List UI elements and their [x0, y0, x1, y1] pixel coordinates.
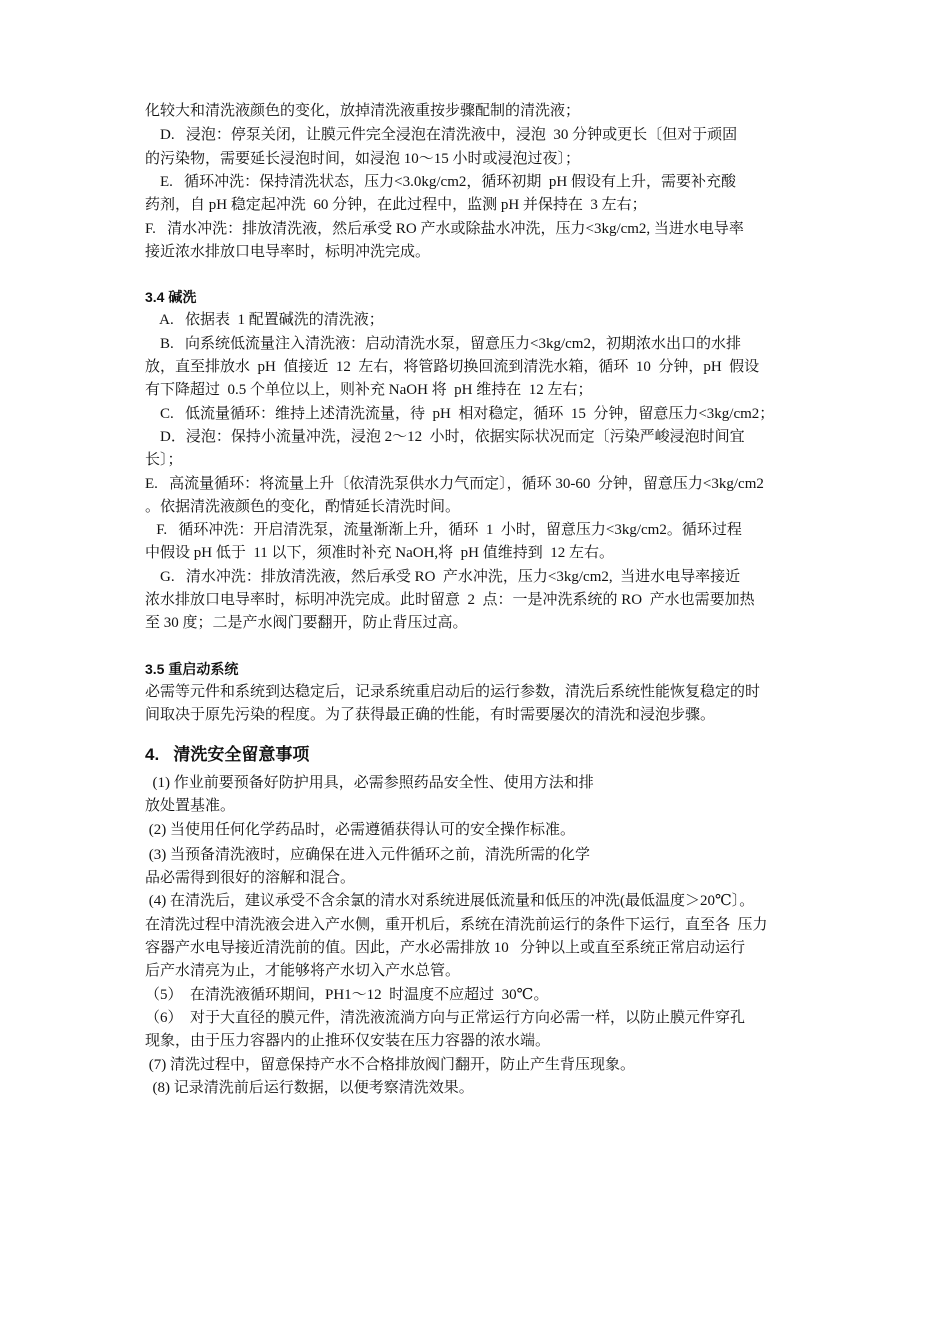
paragraph-line: F. 循环冲洗：开启清洗泵，流量渐渐上升，循环 1 小时，留意压力<3kg/cm2。循环过程: [145, 522, 742, 538]
paragraph-line: (7) 清洗过程中，留意保持产水不合格排放阀门翻开，防止产生背压现象。: [145, 1057, 635, 1073]
paragraph-line: (2) 当使用任何化学药品时，必需遵循获得认可的安全操作标准。: [145, 822, 575, 838]
paragraph-line: (4) 在清洗后，建议承受不含余氯的清水对系统进展低流量和低压的冲洗(最低温度＞20℃〕。: [145, 893, 755, 909]
paragraph-line: C. 低流量循环：维持上述清洗流量，待 pH 相对稳定，循环 15 分钟，留意压力<3kg/cm2；: [145, 406, 775, 422]
paragraph-line: （5） 在清洗液循环期间，PH1～12 时温度不应超过 30℃。: [145, 987, 549, 1003]
paragraph-line: （6） 对于大直径的膜元件，清洗液流淌方向与正常运行方向必需一样，以防止膜元件穿孔: [145, 1010, 746, 1026]
paragraph-line: F. 清水冲洗：排放清洗液，然后承受 RO 产水或除盐水冲洗，压力<3kg/cm2, 当进水电导率: [145, 221, 744, 237]
paragraph-line: 中假设 pH 低于 11 以下，须准时补充 NaOH,将 pH 值维持到 12 左右。: [145, 545, 615, 561]
paragraph-line: 长〕；: [145, 452, 183, 468]
section-heading: 4. 清洗安全留意事项: [145, 745, 310, 764]
paragraph-line: 浓水排放口电导率时，标明冲洗完成。此时留意 2 点：一是冲洗系统的 RO 产水也需要加热: [145, 592, 755, 608]
paragraph-line: 放，直至排放水 pH 值接近 12 左右，将管路切换回流到清洗水箱，循环 10 分钟，pH 假设: [145, 359, 760, 375]
paragraph-line: E. 循环冲洗：保持清洗状态，压力<3.0kg/cm2，循环初期 pH 假设有上升，需要补充酸: [145, 174, 736, 190]
paragraph-line: 必需等元件和系统到达稳定后，记录系统重启动后的运行参数，清洗后系统性能恢复稳定的时: [145, 684, 761, 700]
paragraph-line: (8) 记录清洗前后运行数据，以便考察清洗效果。: [145, 1080, 474, 1096]
section-heading: 3.5 重启动系统: [145, 661, 239, 677]
paragraph-line: 品必需得到很好的溶解和混合。: [145, 870, 356, 886]
section-heading: 3.4 碱洗: [145, 289, 197, 305]
paragraph-line: 放处置基准。: [145, 798, 236, 814]
paragraph-line: (1) 作业前要预备好防护用具，必需参照药品安全性、使用方法和排: [145, 775, 594, 791]
paragraph-line: D. 浸泡：停泵关闭，让膜元件完全浸泡在清洗液中，浸泡 30 分钟或更长〔但对于顽固: [145, 127, 738, 143]
paragraph-line: 接近浓水排放口电导率时，标明冲洗完成。: [145, 244, 431, 260]
paragraph-line: 现象，由于压力容器内的止推环仅安装在压力容器的浓水端。: [145, 1033, 551, 1049]
paragraph-line: 容器产水电导接近清洗前的值。因此，产水必需排放 10 分钟以上或直至系统正常启动运行: [145, 940, 746, 956]
paragraph-line: (3) 当预备清洗液时，应确保在进入元件循环之前，清洗所需的化学: [145, 847, 590, 863]
paragraph-line: B. 向系统低流量注入清洗液：启动清洗水泵，留意压力<3kg/cm2，初期浓水出口的水排: [145, 336, 741, 352]
paragraph-line: 的污染物，需要延长浸泡时间，如浸泡 10～15 小时或浸泡过夜〕；: [145, 151, 581, 167]
paragraph-line: 后产水清亮为止，才能够将产水切入产水总管。: [145, 963, 461, 979]
paragraph-line: A. 依据表 1 配置碱洗的清洗液；: [145, 312, 384, 328]
paragraph-line: 有下降超过 0.5 个单位以上，则补充 NaOH 将 pH 维持在 12 左右；: [145, 382, 593, 398]
paragraph-line: 药剂，自 pH 稳定起冲洗 60 分钟，在此过程中，监测 pH 并保持在 3 左右；: [145, 197, 647, 213]
paragraph-line: G. 清水冲洗：排放清洗液，然后承受 RO 产水冲洗，压力<3kg/cm2, 当进水电导率接近: [145, 569, 741, 585]
paragraph-line: 。依据清洗液颜色的变化，酌情延长清洗时间。: [145, 499, 461, 515]
paragraph-line: 化较大和清洗液颜色的变化，放掉清洗液重按步骤配制的清洗液；: [145, 103, 581, 119]
paragraph-line: 至 30 度；二是产水阀门要翻开，防止背压过高。: [145, 615, 468, 631]
paragraph-line: 在清洗过程中清洗液会进入产水侧，重开机后，系统在清洗前运行的条件下运行，直至各 压力: [145, 917, 768, 933]
paragraph-line: D．浸泡：保持小流量冲洗，浸泡 2～12 小时，依据实际状况而定〔污染严峻浸泡时间宜: [145, 429, 745, 445]
paragraph-line: E. 高流量循环：将流量上升〔依清洗泵供水力气而定〕，循环 30-60 分钟，留意压力<3kg/cm2: [145, 476, 764, 492]
paragraph-line: 间取决于原先污染的程度。为了获得最正确的性能，有时需要屡次的清洗和浸泡步骤。: [145, 707, 716, 723]
